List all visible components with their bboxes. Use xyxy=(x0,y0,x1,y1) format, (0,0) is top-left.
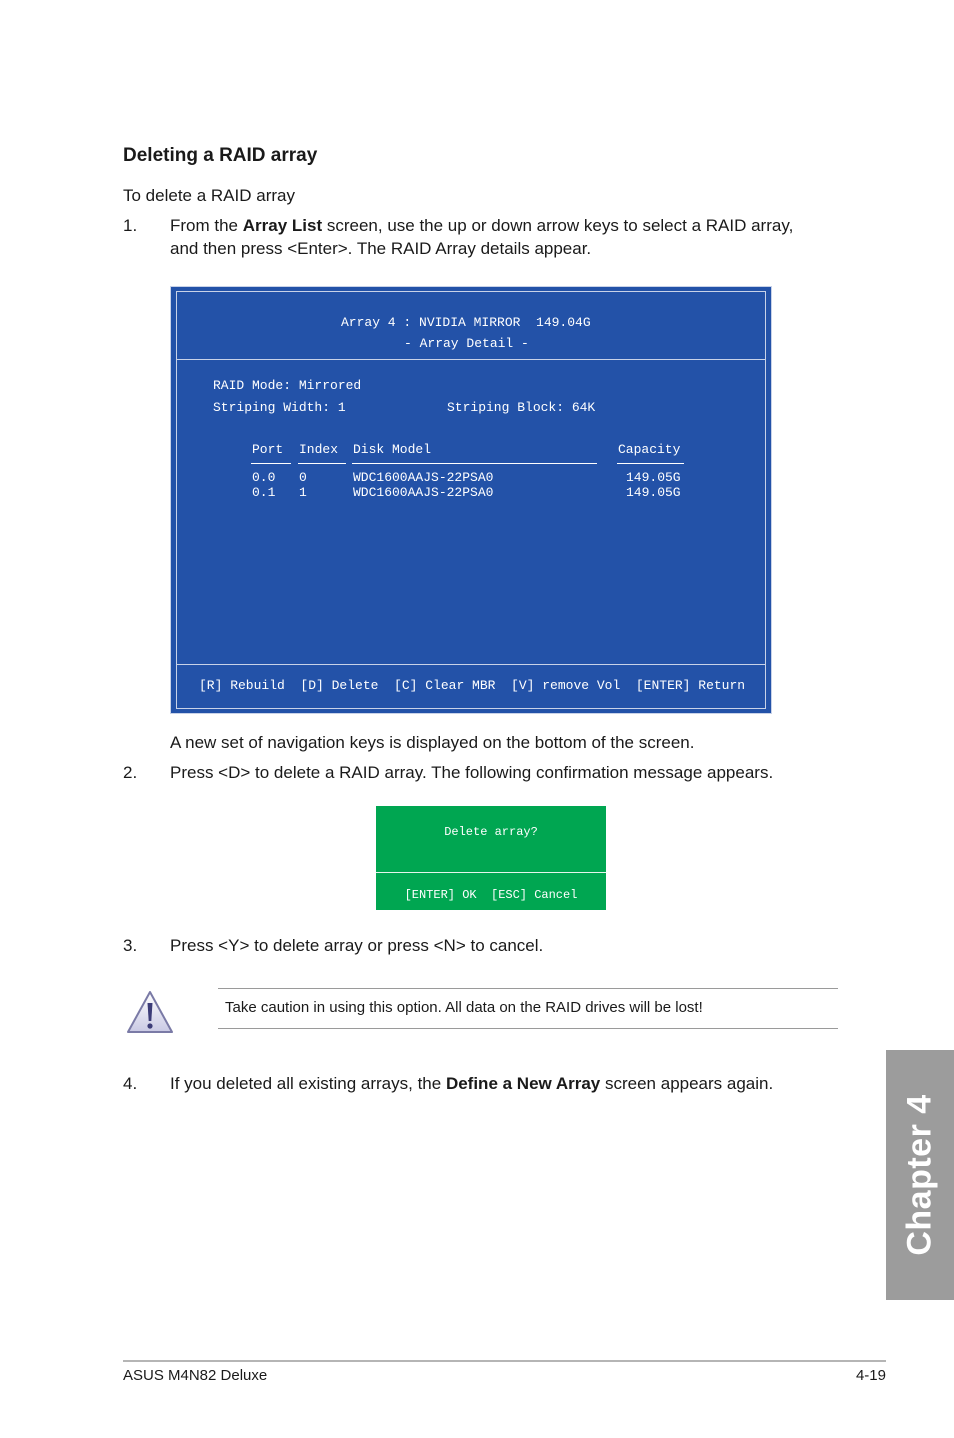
navigation-keys: [R] Rebuild [D] Delete [C] Clear MBR [V] remove Vol [ENTER] Return xyxy=(199,678,746,693)
intro-text: To delete a RAID array xyxy=(123,186,295,205)
step-4-pre: If you deleted all existing arrays, the xyxy=(170,1074,446,1093)
row-2-capacity: 149.05G xyxy=(626,485,681,500)
step-4-bold: Define a New Array xyxy=(445,1074,601,1093)
footer-product: ASUS M4N82 Deluxe xyxy=(123,1367,268,1384)
warning-triangle-icon xyxy=(125,989,175,1035)
striping-width: Striping Width: 1 xyxy=(213,400,346,415)
row-1-port: 0.0 xyxy=(252,470,276,485)
column-disk-model: Disk Model xyxy=(353,442,432,457)
dialog-keys: [ENTER] OK [ESC] Cancel xyxy=(404,888,578,902)
step-4-number: 4. xyxy=(123,1074,138,1093)
raid-mode: RAID Mode: Mirrored xyxy=(213,378,362,393)
row-1-model: WDC1600AAJS-22PSA0 xyxy=(353,470,494,485)
column-port: Port xyxy=(252,442,284,457)
capacity-underline xyxy=(617,463,684,464)
striping-block: Striping Block: 64K xyxy=(447,400,596,415)
index-underline xyxy=(298,463,346,464)
chapter-label: Chapter 4 xyxy=(900,1094,939,1256)
array-detail-screen xyxy=(170,286,772,714)
footer-rule xyxy=(123,1360,886,1362)
step-1-text xyxy=(170,214,793,237)
array-detail-title: - Array Detail - xyxy=(404,336,529,351)
step-1-post: screen, use the up or down arrow keys to select a RAID array, xyxy=(322,216,794,235)
after-step-1-note: A new set of navigation keys is displayed on the bottom of the screen. xyxy=(170,733,695,752)
row-1-capacity: 149.05G xyxy=(626,470,681,485)
row-2-index: 1 xyxy=(299,485,307,500)
header-separator xyxy=(177,359,765,360)
step-2-text: Press <D> to delete a RAID array. The following confirmation message appears. xyxy=(170,763,774,782)
array-header: Array 4 : NVIDIA MIRROR 149.04G xyxy=(341,315,591,330)
step-1-bold: Array List xyxy=(242,216,323,235)
column-capacity: Capacity xyxy=(618,442,681,457)
model-underline xyxy=(352,463,597,464)
delete-confirm-dialog xyxy=(376,806,606,910)
step-3-text: Press <Y> to delete array or press <N> to cancel. xyxy=(170,936,544,955)
step-4-post: screen appears again. xyxy=(600,1074,774,1093)
step-2-number: 2. xyxy=(123,763,138,782)
step-1-line2: and then press <Enter>. The RAID Array details appear. xyxy=(170,239,592,258)
step-1-number: 1. xyxy=(123,216,138,235)
footer-separator xyxy=(177,664,765,665)
dialog-message: Delete array? xyxy=(444,825,538,839)
caution-bottom-rule xyxy=(218,1028,838,1029)
port-underline xyxy=(251,463,291,464)
chapter-tab xyxy=(886,1050,954,1300)
column-index: Index xyxy=(299,442,339,457)
step-4-text xyxy=(170,1072,773,1095)
page-number: 4-19 xyxy=(855,1367,886,1384)
section-title: Deleting a RAID array xyxy=(123,145,318,166)
dialog-separator xyxy=(376,872,606,873)
caution-text: Take caution in using this option. All data on the RAID drives will be lost! xyxy=(225,999,703,1016)
caution-top-rule xyxy=(218,988,838,989)
step-3-number: 3. xyxy=(123,936,138,955)
row-2-port: 0.1 xyxy=(252,485,276,500)
screen-frame xyxy=(176,291,766,709)
row-2-model: WDC1600AAJS-22PSA0 xyxy=(353,485,494,500)
row-1-index: 0 xyxy=(299,470,307,485)
step-1-pre: From the xyxy=(170,216,243,235)
